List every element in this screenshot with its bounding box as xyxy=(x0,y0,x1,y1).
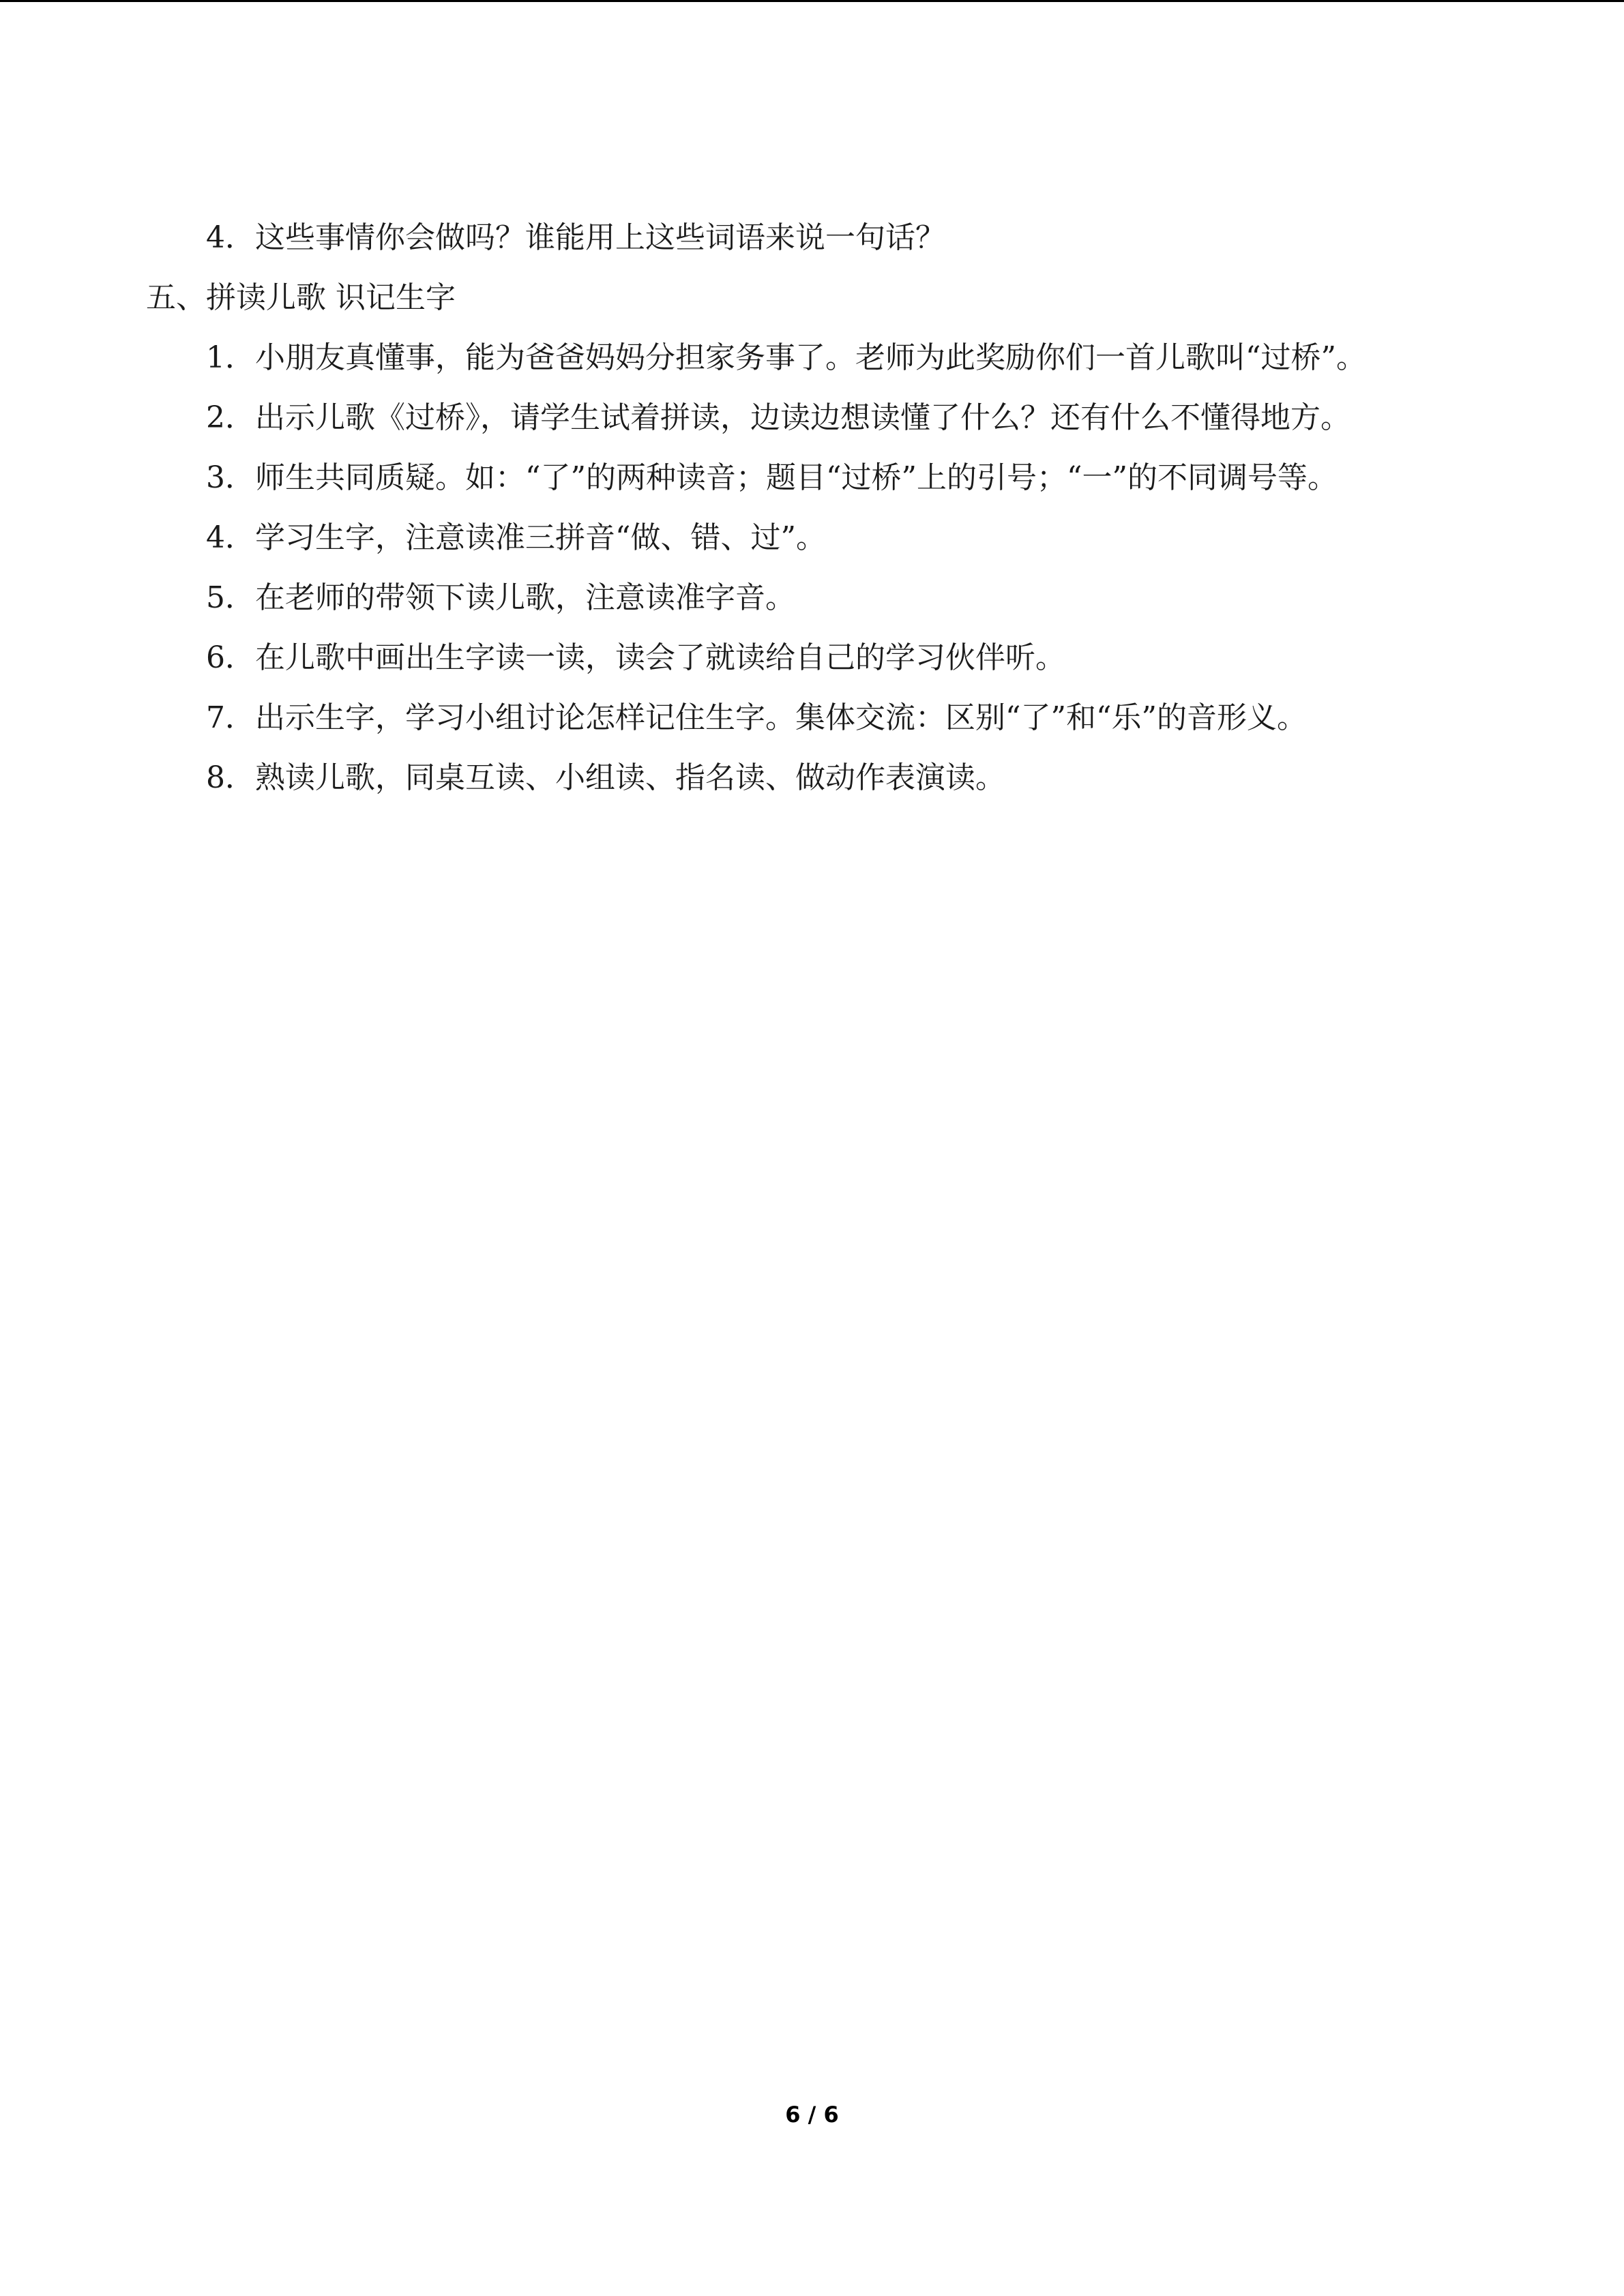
page-number: 6 / 6 xyxy=(785,2102,839,2128)
section-heading-5: 五、拼读儿歌 识记生字 xyxy=(146,280,456,315)
step-6-mark-characters: 6．在儿歌中画出生字读一读，读会了就读给自己的学习伙伴听。 xyxy=(206,640,1065,675)
step-3-questions: 3．师生共同质疑。如：“了”的两种读音；题目“过桥”上的引号；“一”的不同调号等。 xyxy=(206,460,1338,495)
step-4-questions: 4．这些事情你会做吗？谁能用上这些词语来说一句话？ xyxy=(206,220,945,255)
step-2-show-song: 2．出示儿歌《过桥》，请学生试着拼读，边读边想读懂了什么？还有什么不懂得地方。 xyxy=(206,400,1350,435)
document-body xyxy=(146,208,1483,808)
top-border-line xyxy=(0,0,1624,2)
step-8-read-aloud: 8．熟读儿歌，同桌互读、小组读、指名读、做动作表演读。 xyxy=(206,760,1005,795)
step-1-song-intro: 1．小朋友真懂事，能为爸爸妈妈分担家务事了。老师为此奖励你们一首儿歌叫“过桥”。 xyxy=(206,340,1366,375)
step-4-learn-characters: 4．学习生字，注意读准三拼音“做、错、过”。 xyxy=(206,520,826,555)
step-7-group-discussion: 7．出示生字，学习小组讨论怎样记住生字。集体交流：区别“了”和“乐”的音形义。 xyxy=(206,700,1307,735)
step-5-read-song: 5．在老师的带领下读儿歌，注意读准字音。 xyxy=(206,580,795,615)
